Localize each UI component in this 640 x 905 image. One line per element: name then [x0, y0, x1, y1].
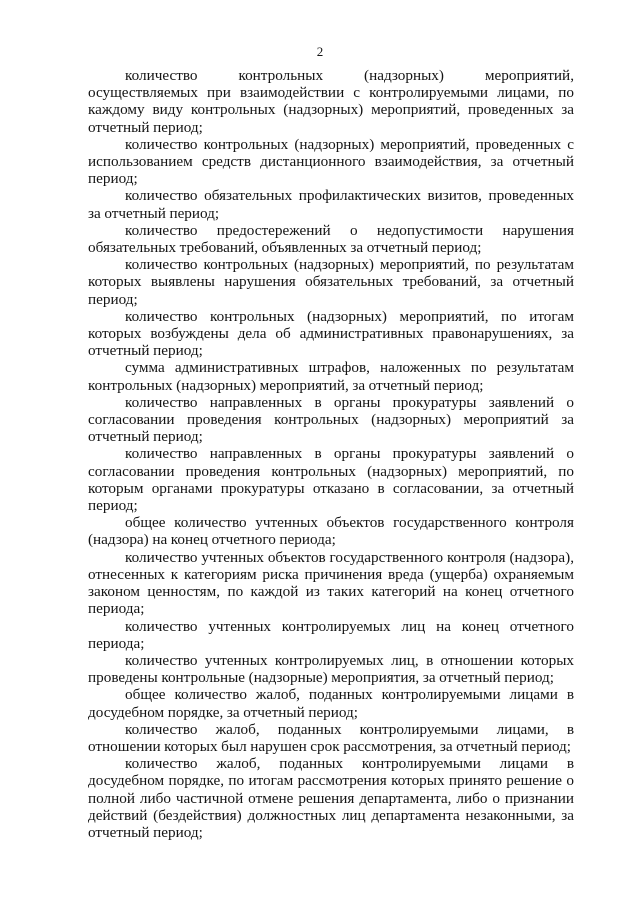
paragraph-warnings: количество предостережений о недопустимости нарушения обязательных требований, объявленных за отчетный период;	[88, 221, 574, 257]
paragraph-late-complaints: количество жалоб, поданных контролируемыми лицами, в отношении которых был нарушен срок рассмотрения, за отчетный период;	[88, 720, 574, 755]
paragraph-inspected-persons: количество учтенных контролируемых лиц, в отношении которых проведены контрольные (надзорные) мероприятия, за отчетный период;	[88, 651, 574, 687]
paragraph-prosecutor-refusals: количество направленных в органы прокуратуры заявлений о согласовании проведения контрольных (надзорных) мероприятий, по которым органами прокуратуры отказано в согласовании, за отчетный период;	[88, 445, 574, 515]
paragraph-controlled-persons: количество учтенных контролируемых лиц на конец отчетного периода;	[88, 617, 574, 652]
paragraph-total-complaints: общее количество жалоб, поданных контролируемыми лицами в досудебном порядке, за отчетный период;	[88, 686, 574, 721]
paragraph-admin-cases: количество контрольных (надзорных) мероприятий, по итогам которых возбуждены дела об административных правонарушениях, за отчетный период;	[88, 307, 574, 360]
paragraph-violations-found: количество контрольных (надзорных) мероприятий, по результатам которых выявлены нарушения обязательных требований, за отчетный период;	[88, 256, 574, 308]
paragraph-objects-by-risk: количество учтенных объектов государственного контроля (надзора), отнесенных к категориям риска причинения вреда (ущерба) охраняемым законом ценностям, по каждой из таких категорий на конец отчетного периода;	[88, 548, 574, 618]
paragraph-total-objects: общее количество учтенных объектов государственного контроля (надзора) на конец отчетного периода;	[88, 514, 574, 549]
paragraph-prosecutor-applications: количество направленных в органы прокуратуры заявлений о согласовании проведения контрольных (надзорных) мероприятий за отчетный период;	[88, 393, 574, 446]
paragraph-preventive-visits: количество обязательных профилактических визитов, проведенных за отчетный период;	[88, 187, 574, 222]
paragraph-contact-measures: количество контрольных (надзорных) мероприятий, осуществляемых при взаимодействии с контролируемыми лицами, по каждому виду контрольных (надзорных) мероприятий, проведенных за отчетный период;	[88, 67, 574, 136]
paragraph-fines-sum: сумма административных штрафов, наложенных по результатам контрольных (надзорных) мероприятий, за отчетный период;	[88, 359, 574, 394]
paragraph-upheld-complaints: количество жалоб, поданных контролируемыми лицами в досудебном порядке, по итогам рассмотрения которых принято решение о полной либо частичной отмене решения департамента, либо о признании действий (бездействия) должностных лиц департамента незаконными, за отчетный период;	[88, 755, 574, 841]
page-number: 2	[316, 44, 324, 59]
document-body	[88, 67, 574, 841]
paragraph-remote-measures: количество контрольных (надзорных) мероприятий, проведенных с использованием средств дистанционного взаимодействия, за отчетный период;	[88, 135, 574, 188]
